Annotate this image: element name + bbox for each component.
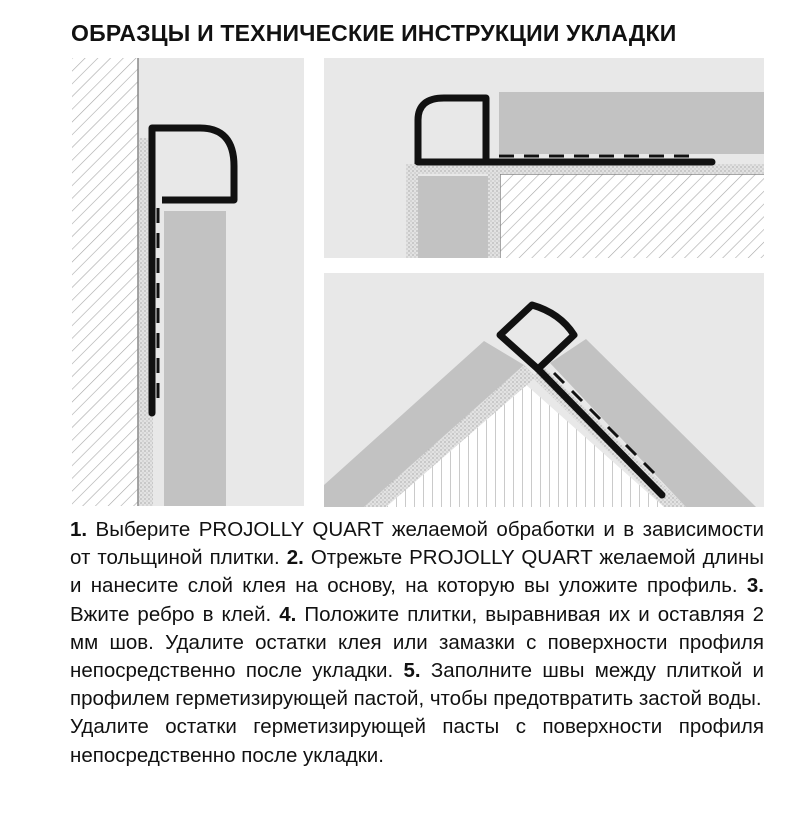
- step-number: 4.: [279, 602, 297, 626]
- step-text: Вжите ребро в клей.: [70, 602, 280, 626]
- step-number: 2.: [286, 546, 304, 570]
- step-text: Отрежьте PROJOLLY QUART желаемой длины и нанесите слой клея на основу, на которую вы уложите профиль.: [70, 546, 765, 598]
- installation-instructions: [70, 516, 764, 770]
- steps-paragraph: [70, 516, 764, 713]
- step-text: Выберите PROJOLLY QUART желаемой обработки и в зависимости от тольщиной плитки.: [70, 518, 764, 570]
- floor-edge-profile-diagram: [324, 58, 764, 258]
- final-note: Удалите остатки герметизирующей пасты с поверхности профиля непосредственно после укладки.: [70, 715, 764, 767]
- step-number: 5.: [403, 659, 421, 683]
- outer-corner-profile-diagram: [324, 273, 764, 507]
- page-title: ОБРАЗЦЫ И ТЕХНИЧЕСКИЕ ИНСТРУКЦИИ УКЛАДКИ: [71, 20, 677, 46]
- wall-corner-profile-diagram: [72, 58, 304, 506]
- step-text: Заполните швы между плиткой и профилем герметизирующей пастой, чтобы предотвратить застой воды.: [70, 659, 764, 711]
- step-number: 3.: [746, 574, 764, 598]
- step-number: 1.: [70, 518, 88, 541]
- step-text: Положите плитки, выравнивая их и оставляя 2 мм шов. Удалите остатки клея или замазки с поверхности профиля непосредственно после укладки.: [70, 602, 764, 683]
